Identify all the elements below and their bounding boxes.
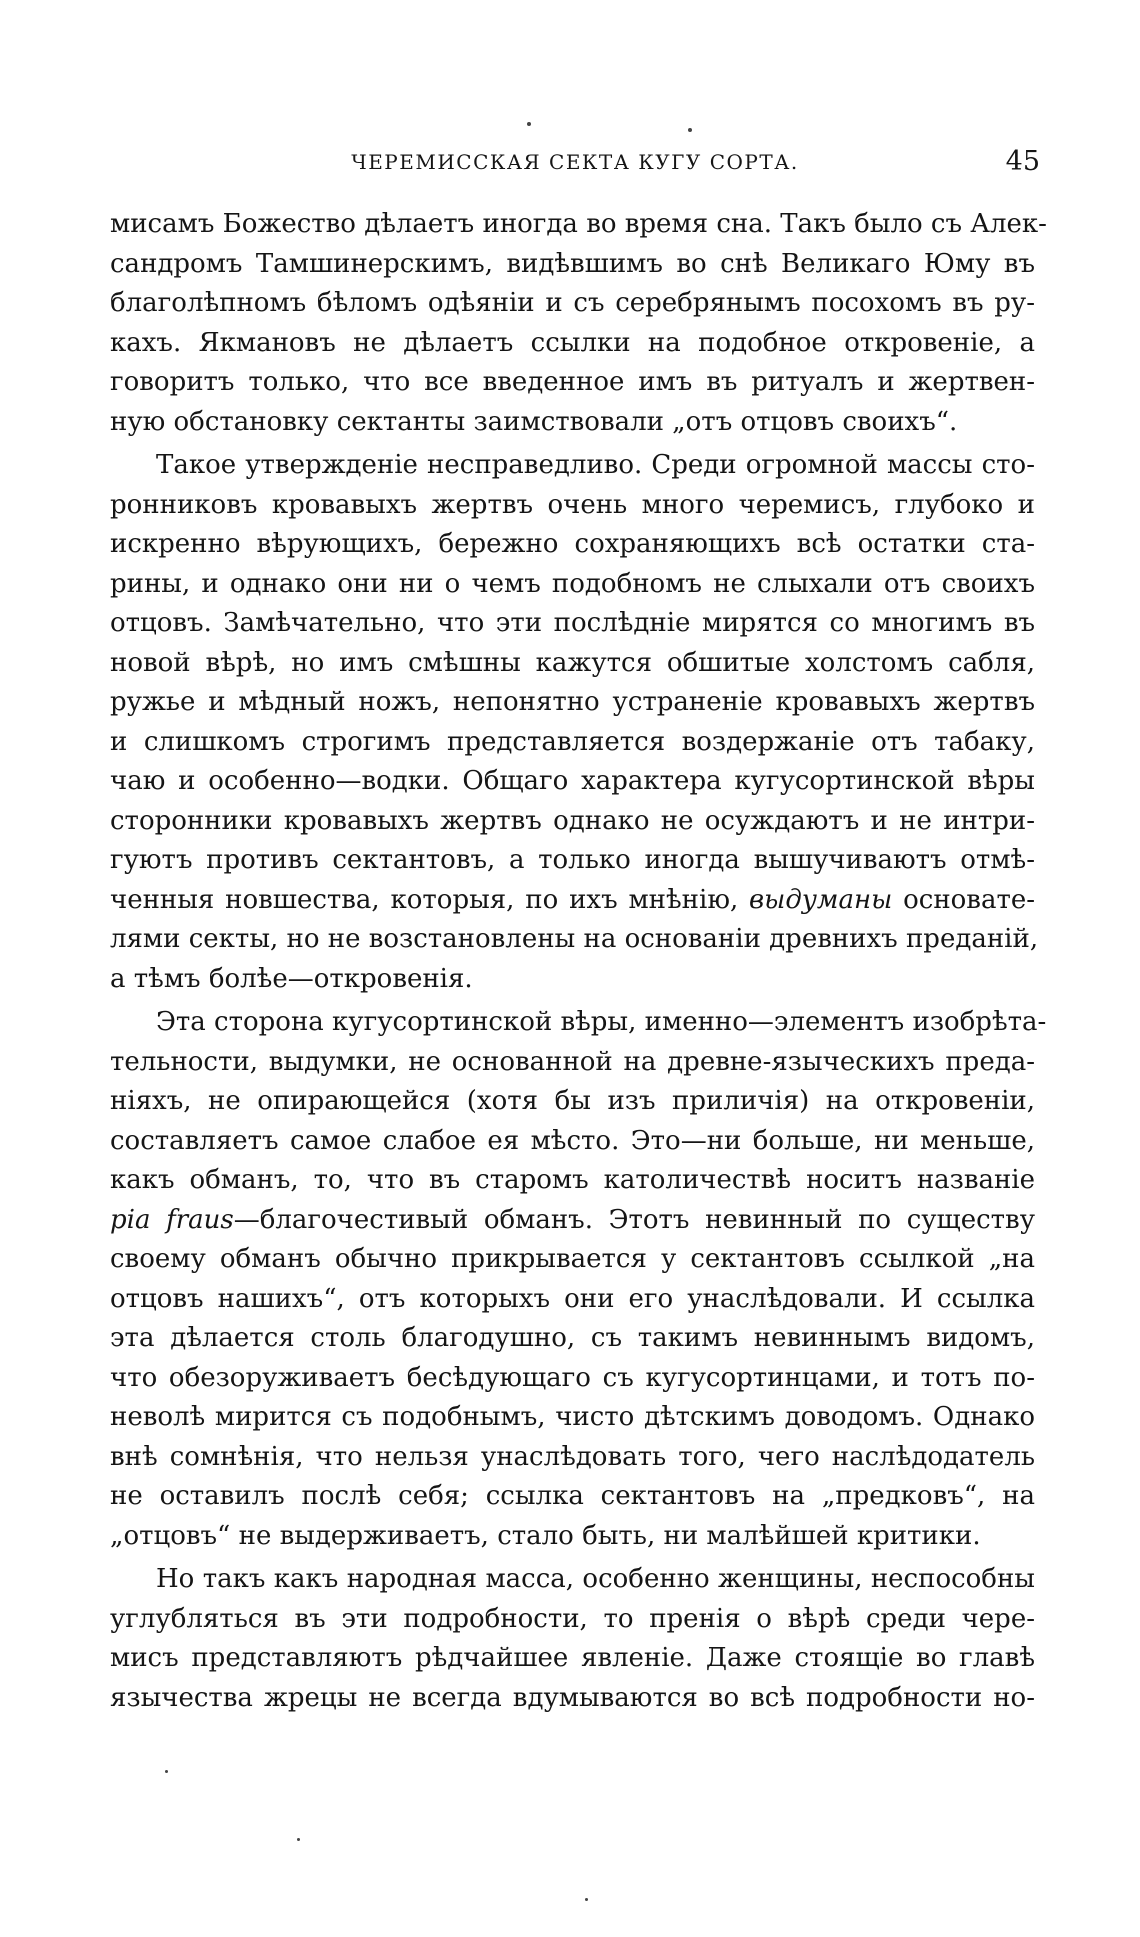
text-line: кахъ. Якмановъ не дѣлаетъ ссылки на подобное откровеніе, а (110, 327, 1035, 358)
text-line: Такое утвержденіе несправедливо. Среди огромной массы сто- (156, 450, 1035, 480)
text-line: отцовъ нашихъ“, отъ которыхъ они его унаслѣдовали. И ссылка (110, 1283, 1035, 1314)
text-segment: основате- (892, 884, 1035, 915)
text-line: искренно вѣрующихъ, бережно сохраняющихъ всѣ остатки ста- (110, 529, 1035, 559)
text-line: своему обманъ обычно прикрывается у сектантовъ ссылкой „на (110, 1244, 1035, 1274)
text-line: эта дѣлается столь благодушно, съ такимъ невиннымъ видомъ, (110, 1323, 1035, 1353)
text-line: мисамъ Божество дѣлаетъ иногда во время сна. Такъ было съ Алек- (110, 209, 1047, 239)
text-line: говоритъ только, что все введенное имъ въ ритуалъ и жертвен- (110, 367, 1035, 397)
print-speck (585, 1898, 588, 1901)
text-line-with-italic (110, 1201, 1035, 1241)
text-line: новой вѣрѣ, но имъ смѣшны кажутся обшитые холстомъ сабля, (110, 647, 1035, 678)
text-line: гуютъ противъ сектантовъ, а только иногда вышучиваютъ отмѣ- (110, 845, 1035, 875)
text-line: отцовъ. Замѣчательно, что эти послѣдніе мирятся со многимъ въ (110, 608, 1035, 638)
body-text (110, 205, 1047, 1718)
text-line: благолѣпномъ бѣломъ одѣяніи и съ серебрянымъ посохомъ въ ру- (110, 288, 1035, 318)
page-header (110, 146, 1040, 190)
text-segment: —благочестивый обманъ. Этотъ невинный по существу (233, 1204, 1035, 1235)
print-speck (297, 1838, 300, 1841)
text-line: а тѣмъ болѣе—откровенія. (110, 963, 473, 994)
text-line: неволѣ мирится съ подобнымъ, чисто дѣтскимъ доводомъ. Однако (110, 1402, 1035, 1432)
text-line: Но такъ какъ народная масса, особенно женщины, неспособны (156, 1564, 1035, 1594)
text-line: составляетъ самое слабое ея мѣсто. Это—ни больше, ни меньше, (110, 1125, 1035, 1156)
text-line-with-italic (110, 881, 1035, 921)
text-line: внѣ сомнѣнія, что нельзя унаслѣдовать того, чего наслѣдодатель (110, 1441, 1035, 1472)
text-line: сандромъ Тамшинерскимъ, видѣвшимъ во снѣ Великаго Юму въ (110, 248, 1035, 279)
text-line: ніяхъ, не опирающейся (хотя бы изъ приличія) на откровеніи, (110, 1086, 1035, 1116)
text-line: тельности, выдумки, не основанной на древне-языческихъ преда- (110, 1046, 1035, 1077)
text-line: и слишкомъ строгимъ представляется воздержаніе отъ табаку, (110, 726, 1035, 757)
italic-phrase: pia fraus (110, 1204, 234, 1235)
text-segment: ченныя новшества, которыя, по ихъ мнѣнію, (110, 884, 750, 915)
paragraph (110, 1003, 1047, 1556)
text-line: ружье и мѣдный ножъ, непонятно устраненіе кровавыхъ жертвъ (110, 687, 1035, 717)
text-line: что обезоруживаетъ бесѣдующаго съ кугусортинцами, и тотъ по- (110, 1362, 1035, 1393)
text-line: рины, и однако они ни о чемъ подобномъ не слыхали отъ своихъ (110, 568, 1035, 599)
print-speck (165, 1770, 168, 1773)
text-line: какъ обманъ, то, что въ старомъ католичествѣ носитъ названіе (110, 1165, 1035, 1195)
print-speck (527, 122, 531, 126)
text-line: лями секты, но не возстановлены на основаніи древнихъ преданій, (110, 924, 1039, 954)
text-line: Эта сторона кугусортинской вѣры, именно—элементъ изобрѣта- (156, 1007, 1047, 1037)
text-line: углубляться въ эти подробности, то пренія о вѣрѣ среди чере- (110, 1603, 1035, 1634)
text-line: чаю и особенно—водки. Общаго характера кугусортинской вѣры (110, 766, 1035, 796)
text-line: ронниковъ кровавыхъ жертвъ очень много черемисъ, глубоко и (110, 489, 1035, 520)
text-line: язычества жрецы не всегда вдумываются во всѣ подробности но- (110, 1682, 1035, 1713)
text-line: „отцовъ“ не выдерживаетъ, стало быть, ни малѣйшей критики. (110, 1520, 981, 1551)
paragraph (110, 1560, 1035, 1718)
print-speck (688, 128, 692, 132)
text-line: мисъ представляютъ рѣдчайшее явленіе. Даже стоящіе во главѣ (110, 1643, 1035, 1673)
page-number: 45 (1005, 146, 1040, 177)
text-line: не оставилъ послѣ себя; ссылка сектантовъ на „предковъ“, на (110, 1481, 1035, 1511)
paragraph (110, 446, 1039, 999)
italic-word: выдуманы (749, 884, 893, 915)
text-line: сторонники кровавыхъ жертвъ однако не осуждаютъ и не интри- (110, 805, 1035, 836)
text-line: ную обстановку сектанты заимствовали „отъ отцовъ своихъ“. (110, 406, 958, 437)
paragraph (110, 205, 1047, 442)
running-title: ЧЕРЕМИССКАЯ СЕКТА КУГУ СОРТА. (351, 150, 799, 174)
